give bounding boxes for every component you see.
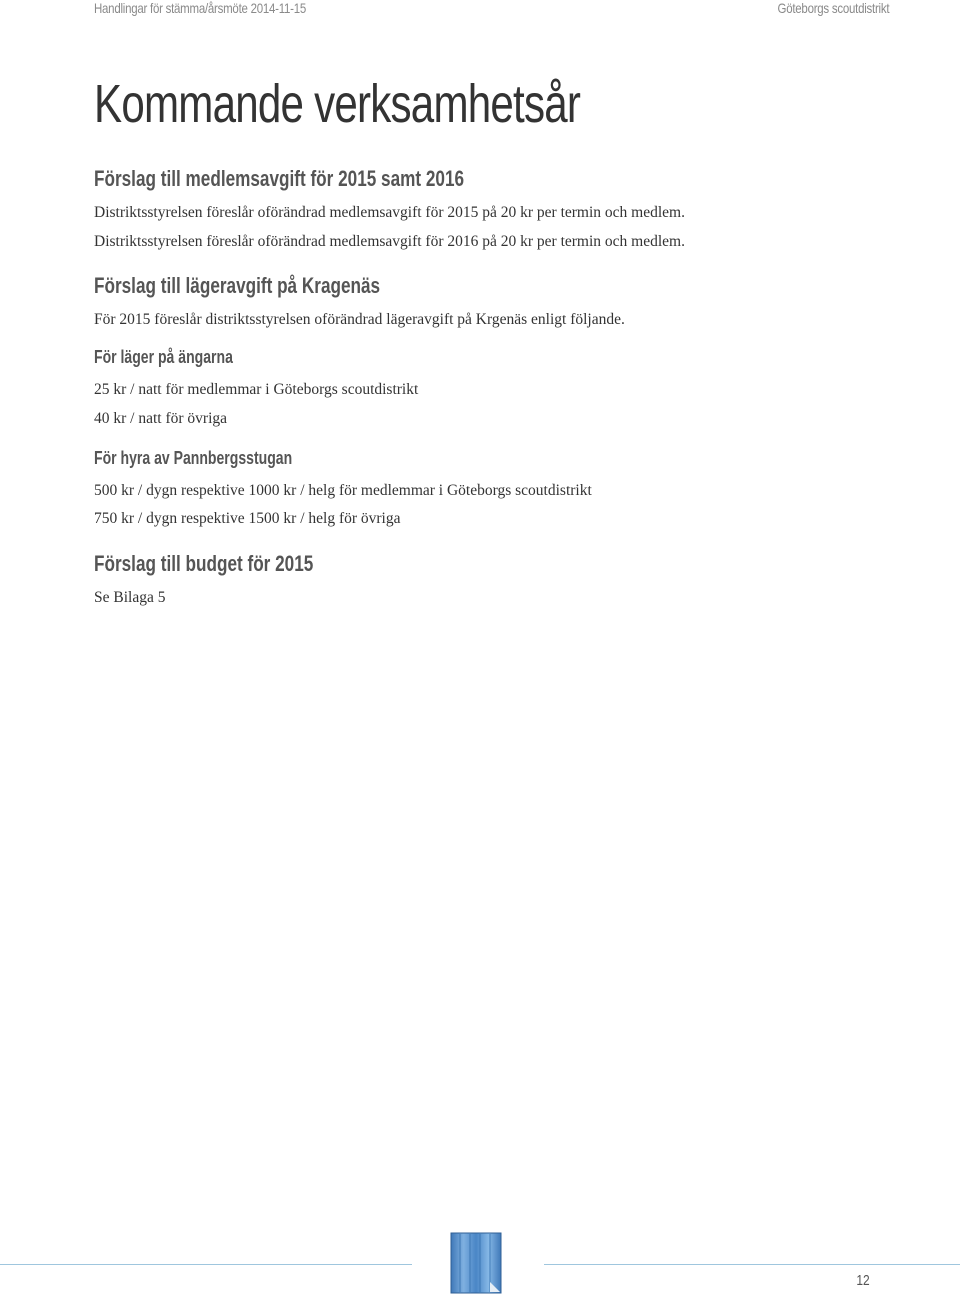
page-title: Kommande verksamhetsår: [94, 74, 581, 134]
budget-reference: Se Bilaga 5: [94, 589, 166, 606]
cabin-member-rate: 500 kr / dygn respektive 1000 kr / helg för medlemmar i Göteborgs scoutdistrikt: [94, 482, 592, 499]
meadows-other-rate: 40 kr / natt för övriga: [94, 410, 228, 427]
heading-membership-fee: Förslag till medlemsavgift för 2015 samt 2016: [94, 166, 465, 191]
cabin-other-rate: 750 kr / dygn respektive 1500 kr / helg för övriga: [94, 510, 401, 527]
header-document-title: Handlingar för stämma/årsmöte 2014-11-15: [94, 0, 307, 16]
camp-fee-text: För 2015 föreslår distriktsstyrelsen oförändrad lägeravgift på Krgenäs enligt följande.: [94, 311, 625, 328]
page-number: 12: [856, 1272, 870, 1289]
fee-line-2016: Distriktsstyrelsen föreslår oförändrad medlemsavgift för 2016 på 20 kr per termin och medlem.: [94, 233, 685, 250]
footer-divider-left: [0, 1264, 412, 1265]
heading-camp-fee: Förslag till lägeravgift på Kragenäs: [94, 273, 381, 298]
heading-meadows: För läger på ängarna: [94, 347, 233, 367]
meadows-member-rate: 25 kr / natt för medlemmar i Göteborgs scoutdistrikt: [94, 381, 419, 398]
fee-line-2015: Distriktsstyrelsen föreslår oförändrad medlemsavgift för 2015 på 20 kr per termin och medlem.: [94, 204, 685, 221]
header-organization: Göteborgs scoutdistrikt: [777, 0, 889, 16]
blue-curtain-logo-icon: [450, 1232, 502, 1294]
footer-divider-right: [544, 1264, 960, 1265]
heading-cabin: För hyra av Pannbergsstugan: [94, 448, 293, 468]
heading-budget: Förslag till budget för 2015: [94, 551, 314, 576]
